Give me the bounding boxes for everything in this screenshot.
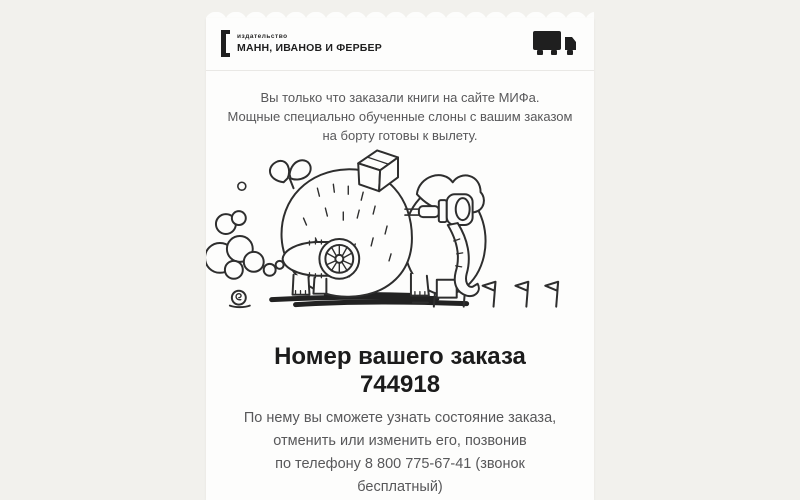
intro-line: на борту готовы к вылету.	[322, 128, 478, 143]
email-card	[206, 18, 594, 500]
footer-line: по телефону 8 800 775-67-41 (звонок	[275, 456, 525, 472]
elephant-illustration	[206, 146, 594, 321]
publisher-logo[interactable]	[221, 30, 382, 57]
footer-line: отменить или изменить его, позвонив	[273, 433, 527, 449]
logo-small-label: издательство	[237, 33, 288, 40]
header	[206, 18, 594, 71]
snail	[230, 291, 250, 307]
smoke-clouds	[206, 182, 284, 279]
email-page	[206, 0, 594, 500]
order-number: 744918	[359, 371, 441, 398]
footer-text	[206, 407, 594, 499]
logo-publisher-name: МАНН, ИВАНОВ И ФЕРБЕР	[237, 42, 382, 54]
footer-line: бесплатный)	[357, 479, 443, 495]
order-block	[206, 343, 594, 399]
intro-line: Вы только что заказали книги на сайте МИФа.	[260, 90, 540, 105]
bracket-logo-icon	[221, 30, 230, 57]
logo-text	[237, 33, 382, 54]
intro-line: Мощные специально обученные слоны с вашим заказом	[227, 109, 573, 124]
delivery-truck-icon	[532, 29, 578, 58]
footer-line: По нему вы сможете узнать состояние заказа,	[243, 410, 557, 426]
order-title: Номер вашего заказа	[274, 343, 526, 370]
intro-text	[206, 88, 594, 145]
